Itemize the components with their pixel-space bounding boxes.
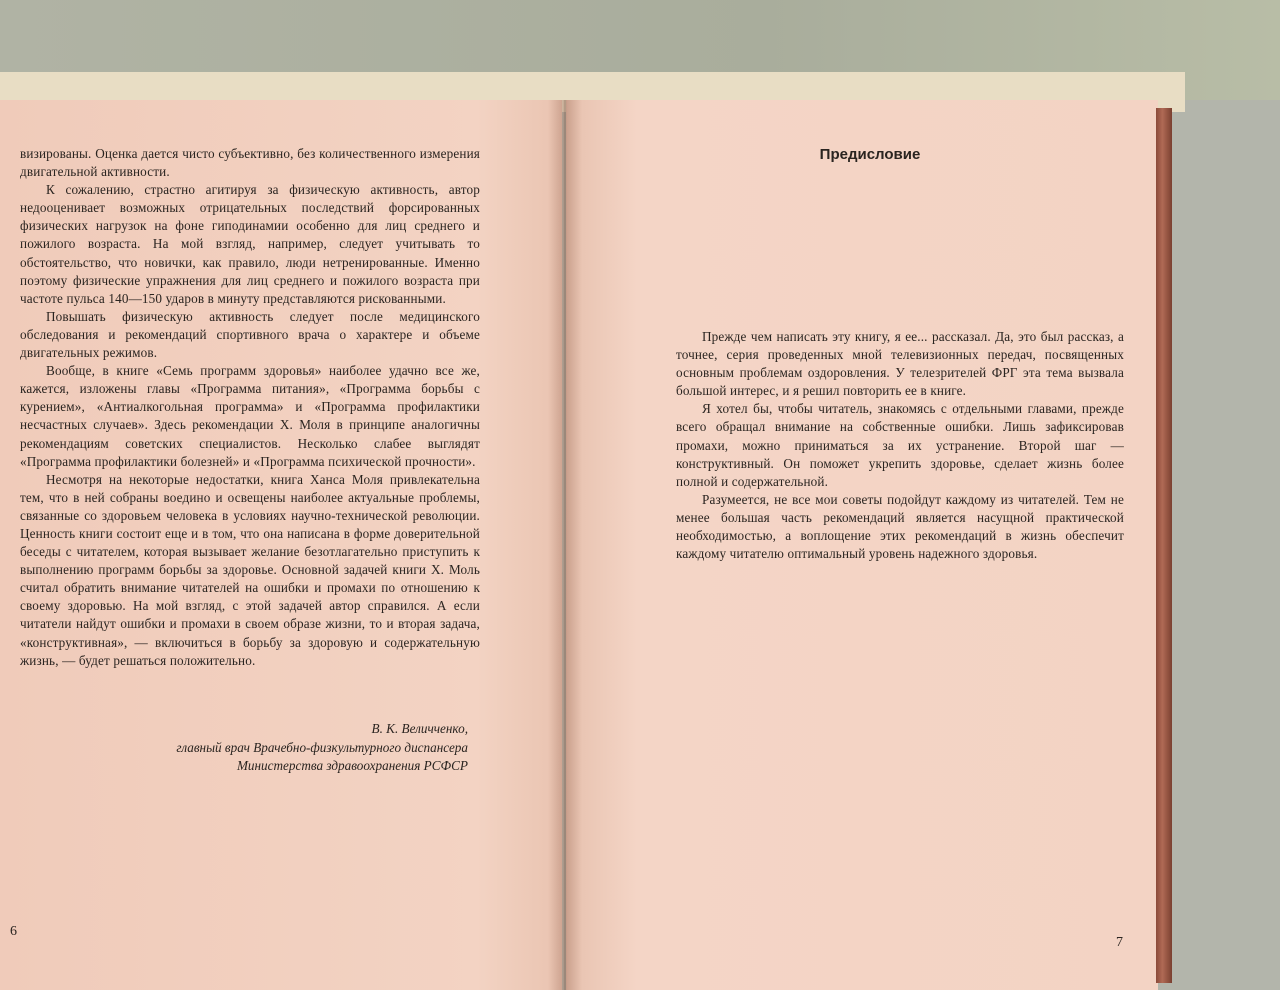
- paragraph: Повышать физическую активность следует после медицинского обследования и рекомендаций спортивного врача о характере и объеме двигательных режимов.: [20, 308, 480, 361]
- paragraph: визированы. Оценка дается чисто субъективно, без количественного измерения двигательной активности.: [20, 146, 480, 180]
- chapter-heading: Предисловие: [819, 146, 921, 163]
- left-page-body: [20, 145, 480, 670]
- book-edge: [1156, 108, 1172, 983]
- book-gutter: [548, 100, 582, 990]
- paragraph: Прежде чем написать эту книгу, я ее... рассказал. Да, это был рассказ, а точнее, серия проведенных мной телевизионных передач, посвященных основным проблемам оздоровления. У телезрителей ФРГ эта тема вызвала большой интерес, и я решил повторить ее в книге.: [676, 329, 1124, 399]
- paragraph: Несмотря на некоторые недостатки, книга Ханса Моля привлекательна тем, что в ней собраны воедино и освещены наиболее актуальные проблемы, связанные со здоровьем человека в условиях научно-технической революции. Ценность книги состоит еще и в том, что она написана в форме доверительной беседы с читателем, которая вызывает желание безотлагательно приступить к выполнению программ борьбы за здоровье. Основной задачей книги Х. Моль считал обратить внимание читателей на ошибки и промахи по отношению к своему здоровью. На мой взгляд, с этой задачей автор справился. А если читатели найдут ошибки и промахи в своем образе жизни, то и вторая задача, «конструктивная», — включиться в борьбу за здоровую и содержательную жизнь, — будет решаться положительно.: [20, 471, 480, 668]
- signature-block: [100, 720, 468, 776]
- page-number-left: 6: [10, 924, 17, 939]
- right-page-body: [676, 328, 1124, 563]
- paragraph: Вообще, в книге «Семь программ здоровья» наиболее удачно все же, кажется, изложены главы «Программа питания», «Программа борьбы с курением», «Антиалкогольная программа» и «Программа профилактики несчастных случаев». Здесь рекомендации Х. Моля в принципе аналогичны рекомендациям советских специалистов. Несколько слабее выглядят «Программа профилактики болезней» и «Программа психической прочности».: [20, 363, 480, 469]
- paragraph: Разумеется, не все мои советы подойдут каждому из читателей. Тем не менее большая часть рекомендаций является насущной практической необходимостью, а воплощение этих рекомендаций в жизнь обеспечит каждому читателю оптимальный уровень надежного здоровья.: [676, 491, 1124, 562]
- paragraph: Я хотел бы, чтобы читатель, знакомясь с отдельными главами, прежде всего обращал внимание на собственные ошибки. Лишь зафиксировав промахи, можно приниматься за их устранение. Второй шаг — конструктивный. Он поможет укрепить здоровье, сделает жизнь более полной и содержательной.: [676, 401, 1124, 489]
- page-number-right: 7: [1116, 935, 1123, 950]
- signature-title: главный врач Врачебно-физкультурного диспансера: [176, 739, 468, 755]
- signature-name: В. К. Величченко,: [371, 721, 468, 736]
- paragraph: К сожалению, страстно агитируя за физическую активность, автор недооценивает возможных отрицательных последствий форсированных физических нагрузок на фоне гиподинамии особенно для лиц среднего и пожилого возраста. На мой взгляд, например, следует учитывать то обстоятельство, что новички, как правило, люди нетренированные. Именно поэтому физические упражнения для лиц среднего и пожилого возраста при частоте пульса 140—150 ударов в минуту представляются рискованными.: [20, 182, 480, 306]
- signature-org: Министерства здравоохранения РСФСР: [236, 758, 468, 773]
- scan-background-right: [1155, 100, 1280, 990]
